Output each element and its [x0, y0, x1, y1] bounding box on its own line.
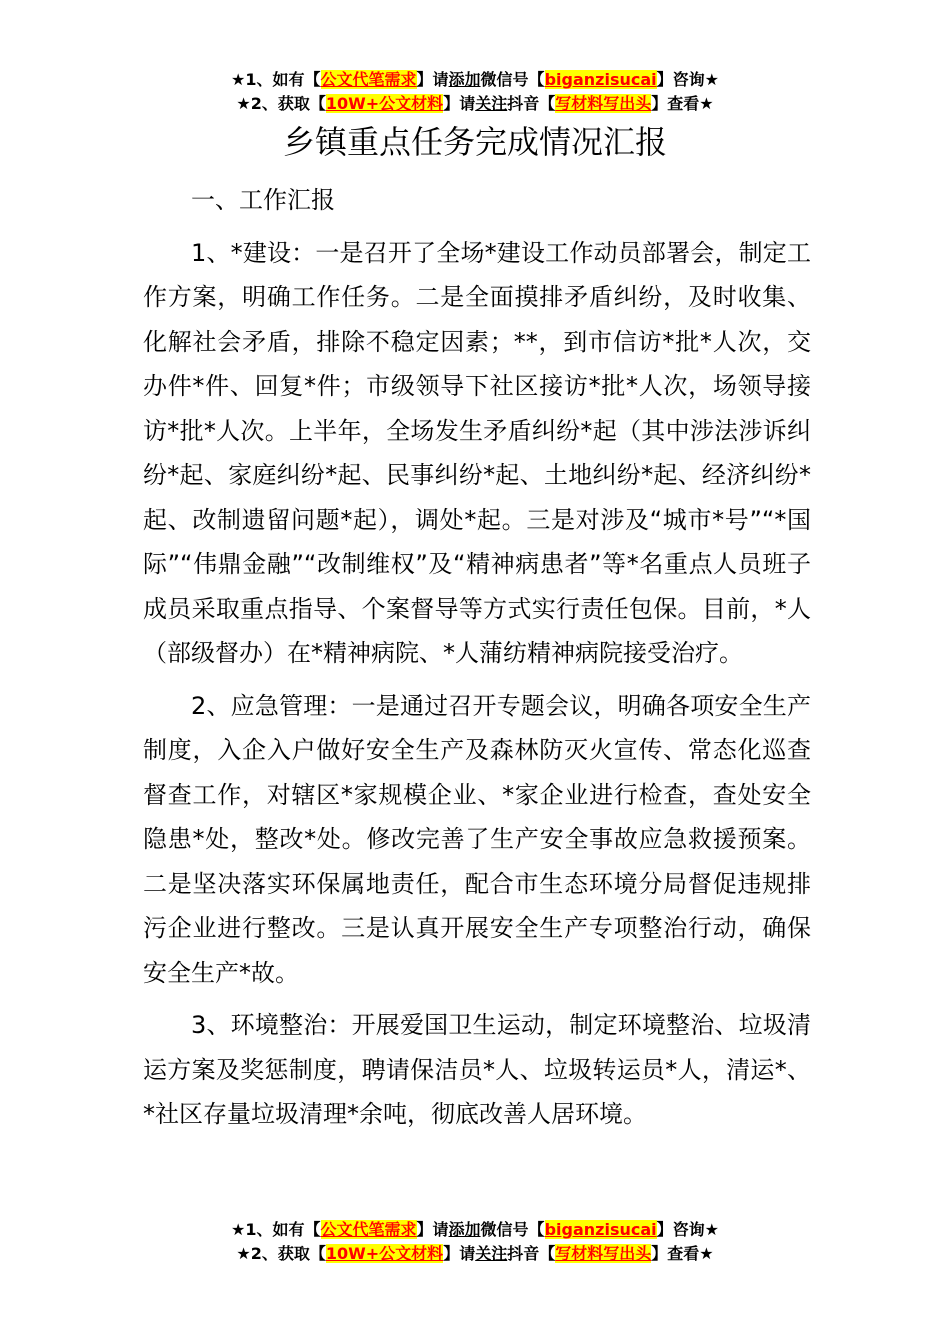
- promo-text: ★2、获取【: [236, 1244, 326, 1263]
- promo-text: 】请: [416, 1220, 449, 1239]
- promo-text: ★2、获取【: [236, 94, 326, 113]
- promo-line-1: [0, 68, 950, 92]
- promo-highlight-service: 公文代笔需求: [320, 70, 417, 89]
- promo-text: ★1、如有【: [231, 70, 321, 89]
- paragraph-environment: 3、环境整治：开展爱国卫生运动，制定环境整治、垃圾清运方案及奖惩制度，聘请保洁员*人、垃圾转运员*人，清运*、*社区存量垃圾清理*余吨，彻底改善人居环境。: [143, 1011, 811, 1128]
- promo-text: 】查看★: [651, 94, 714, 113]
- section-heading: 一、工作汇报: [191, 186, 335, 214]
- promo-text: 】请: [416, 70, 449, 89]
- promo-line-2: [0, 1242, 950, 1266]
- promo-text: 】咨询★: [656, 70, 719, 89]
- promo-highlight-wechat-id: biganzisucai: [544, 70, 657, 89]
- paragraph-emergency-management: 2、应急管理：一是通过召开专题会议，明确各项安全生产制度，入企入户做好安全生产及森林防灭火宣传、常态化巡查督查工作，对辖区*家规模企业、*家企业进行检查，查处安全隐患*处，整改*处。修改完善了生产安全事故应急救援预案。二是坚决落实环保属地责任，配合市生态环境分局督促违规排污企业进行整改。三是认真开展安全生产专项整治行动，确保安全生产*故。: [143, 691, 811, 987]
- promo-highlight-douyin-account: 写材料写出头: [555, 94, 652, 113]
- promo-underlined-text: 添加: [448, 70, 481, 89]
- document-body: [143, 178, 811, 1145]
- promo-text: 】查看★: [651, 1244, 714, 1263]
- promo-text: 抖音【: [507, 94, 556, 113]
- promo-underlined-text: 关注: [475, 94, 508, 113]
- promo-highlight-service: 公文代笔需求: [320, 1220, 417, 1239]
- promo-underlined-text: 添加: [448, 1220, 481, 1239]
- promo-text: 微信号【: [480, 1220, 545, 1239]
- promo-line-1: [0, 1218, 950, 1242]
- promo-highlight-materials: 10W+公文材料: [325, 1244, 444, 1263]
- promo-highlight-douyin-account: 写材料写出头: [555, 1244, 652, 1263]
- promo-highlight-materials: 10W+公文材料: [325, 94, 444, 113]
- promo-highlight-wechat-id: biganzisucai: [544, 1220, 657, 1239]
- promo-text: 】咨询★: [656, 1220, 719, 1239]
- bottom-promo-banner: [0, 1218, 950, 1266]
- promo-text: 】请: [443, 94, 476, 113]
- top-promo-banner: [0, 68, 950, 116]
- promo-underlined-text: 关注: [475, 1244, 508, 1263]
- document-title: 乡镇重点任务完成情况汇报: [282, 123, 667, 161]
- promo-text: 抖音【: [507, 1244, 556, 1263]
- promo-text: 】请: [443, 1244, 476, 1263]
- paragraph-building: 1、*建设：一是召开了全场*建设工作动员部署会，制定工作方案，明确工作任务。二是全面摸排矛盾纠纷，及时收集、化解社会矛盾，排除不稳定因素；**，到市信访*批*人次，交办件*件、回复*件；市级领导下社区接访*批*人次，场领导接访*批*人次。上半年，全场发生矛盾纠纷*起（其中涉法涉诉纠纷*起、家庭纠纷*起、民事纠纷*起、土地纠纷*起、经济纠纷*起、改制遗留问题*起），调处*起。三是对涉及“城市*号”“*国际”“伟鼎金融”“改制维权”及“精神病患者”等*名重点人员班子成员采取重点指导、个案督导等方式实行责任包保。目前，*人（部级督办）在*精神病院、*人蒲纺精神病院接受治疗。: [143, 238, 811, 667]
- promo-text: ★1、如有【: [231, 1220, 321, 1239]
- promo-line-2: [0, 92, 950, 116]
- promo-text: 微信号【: [480, 70, 545, 89]
